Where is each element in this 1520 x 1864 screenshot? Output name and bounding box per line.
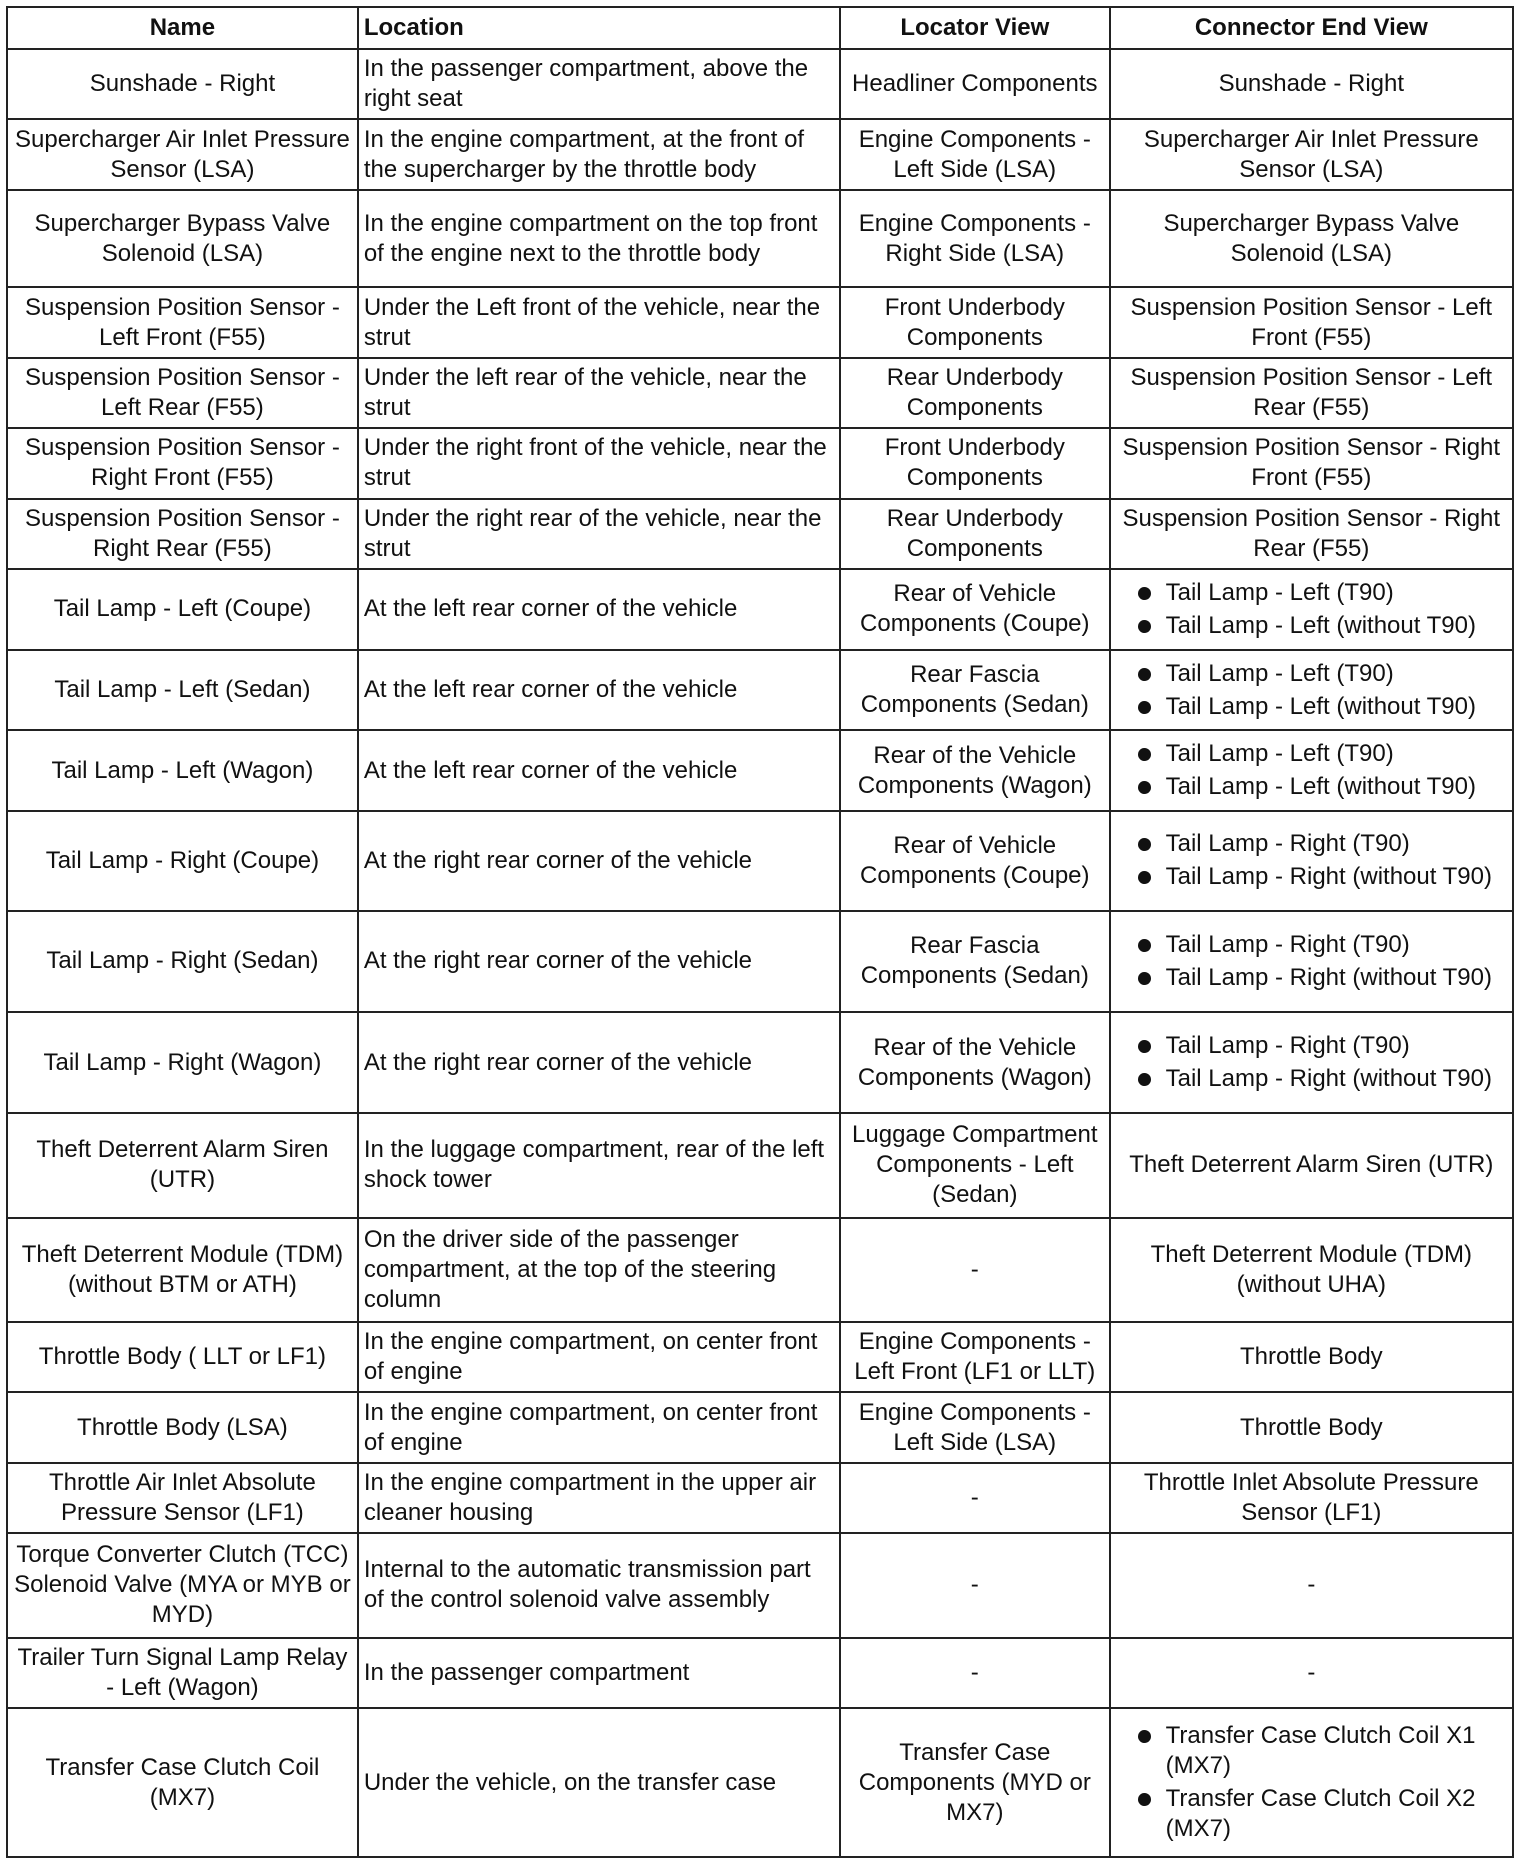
cell-location: Under the left rear of the vehicle, near the strut <box>358 358 840 428</box>
cell-location: In the engine compartment, on center front of engine <box>358 1322 840 1392</box>
cell-locator-view: Rear Fascia Components (Sedan) <box>840 911 1110 1012</box>
cell-name: Throttle Air Inlet Absolute Pressure Sensor (LF1) <box>7 1463 358 1533</box>
table-row <box>7 1218 1513 1322</box>
table-row <box>7 730 1513 811</box>
table-row <box>7 1463 1513 1533</box>
cell-connector-end-view: Theft Deterrent Module (TDM) (without UHA) <box>1110 1218 1513 1322</box>
connector-list-item: Tail Lamp - Left (without T90) <box>1116 772 1507 802</box>
table-row <box>7 1533 1513 1637</box>
connector-list <box>1116 829 1507 892</box>
cell-connector-end-view: Suspension Position Sensor - Left Front (F55) <box>1110 287 1513 357</box>
cell-name: Suspension Position Sensor - Left Front (F55) <box>7 287 358 357</box>
cell-locator-view: Engine Components - Left Side (LSA) <box>840 1392 1110 1462</box>
cell-connector-end-view: Suspension Position Sensor - Right Front (F55) <box>1110 428 1513 498</box>
cell-locator-view: Engine Components - Left Front (LF1 or LLT) <box>840 1322 1110 1392</box>
connector-list <box>1116 1721 1507 1844</box>
connector-list-item: Tail Lamp - Left (T90) <box>1116 578 1507 608</box>
header-row <box>7 7 1513 49</box>
cell-locator-view: Rear of Vehicle Components (Coupe) <box>840 811 1110 911</box>
cell-name: Throttle Body (LSA) <box>7 1392 358 1462</box>
cell-name: Suspension Position Sensor - Right Front (F55) <box>7 428 358 498</box>
cell-location: In the engine compartment on the top front of the engine next to the throttle body <box>358 190 840 288</box>
cell-connector-end-view: Throttle Body <box>1110 1322 1513 1392</box>
cell-connector-end-view <box>1110 1708 1513 1857</box>
cell-location: At the left rear corner of the vehicle <box>358 730 840 811</box>
cell-locator-view: Rear Underbody Components <box>840 358 1110 428</box>
connector-list-item: Tail Lamp - Right (without T90) <box>1116 862 1507 892</box>
table-row <box>7 49 1513 119</box>
table-row <box>7 119 1513 189</box>
cell-name: Tail Lamp - Left (Wagon) <box>7 730 358 811</box>
cell-location: Under the Left front of the vehicle, near the strut <box>358 287 840 357</box>
cell-connector-end-view: Supercharger Bypass Valve Solenoid (LSA) <box>1110 190 1513 288</box>
cell-name: Torque Converter Clutch (TCC) Solenoid Valve (MYA or MYB or MYD) <box>7 1533 358 1637</box>
cell-location: In the engine compartment in the upper air cleaner housing <box>358 1463 840 1533</box>
connector-list-item: Transfer Case Clutch Coil X1 (MX7) <box>1116 1721 1507 1781</box>
cell-location: In the passenger compartment <box>358 1638 840 1708</box>
cell-location: Under the right rear of the vehicle, near the strut <box>358 499 840 569</box>
table-row <box>7 1708 1513 1857</box>
cell-locator-view: - <box>840 1463 1110 1533</box>
table-row <box>7 811 1513 911</box>
table-row <box>7 911 1513 1012</box>
cell-locator-view: Rear of the Vehicle Components (Wagon) <box>840 730 1110 811</box>
cell-location: At the left rear corner of the vehicle <box>358 650 840 731</box>
cell-location: Internal to the automatic transmission part of the control solenoid valve assembly <box>358 1533 840 1637</box>
cell-name: Tail Lamp - Right (Wagon) <box>7 1012 358 1113</box>
table-row <box>7 1012 1513 1113</box>
cell-locator-view: Rear of the Vehicle Components (Wagon) <box>840 1012 1110 1113</box>
connector-list <box>1116 578 1507 641</box>
cell-locator-view: - <box>840 1218 1110 1322</box>
component-locator-table <box>6 6 1514 1858</box>
connector-list-item: Tail Lamp - Left (without T90) <box>1116 611 1507 641</box>
connector-list-item: Tail Lamp - Left (T90) <box>1116 739 1507 769</box>
cell-location: In the engine compartment, on center front of engine <box>358 1392 840 1462</box>
cell-locator-view: Front Underbody Components <box>840 287 1110 357</box>
cell-locator-view: - <box>840 1533 1110 1637</box>
connector-list-item: Tail Lamp - Right (T90) <box>1116 829 1507 859</box>
header-name: Name <box>7 7 358 49</box>
table-row <box>7 190 1513 288</box>
cell-connector-end-view: - <box>1110 1638 1513 1708</box>
cell-name: Throttle Body ( LLT or LF1) <box>7 1322 358 1392</box>
cell-name: Tail Lamp - Right (Sedan) <box>7 911 358 1012</box>
cell-locator-view: Front Underbody Components <box>840 428 1110 498</box>
cell-locator-view: Transfer Case Components (MYD or MX7) <box>840 1708 1110 1857</box>
cell-name: Tail Lamp - Left (Coupe) <box>7 569 358 650</box>
cell-connector-end-view: Supercharger Air Inlet Pressure Sensor (LSA) <box>1110 119 1513 189</box>
cell-connector-end-view <box>1110 811 1513 911</box>
cell-connector-end-view: Throttle Inlet Absolute Pressure Sensor (LF1) <box>1110 1463 1513 1533</box>
cell-location: At the right rear corner of the vehicle <box>358 1012 840 1113</box>
cell-connector-end-view <box>1110 730 1513 811</box>
table-row <box>7 650 1513 731</box>
table-row <box>7 287 1513 357</box>
cell-location: At the right rear corner of the vehicle <box>358 811 840 911</box>
connector-list-item: Tail Lamp - Right (without T90) <box>1116 1064 1507 1094</box>
table-row <box>7 1392 1513 1462</box>
cell-name: Supercharger Air Inlet Pressure Sensor (LSA) <box>7 119 358 189</box>
cell-locator-view: Engine Components - Left Side (LSA) <box>840 119 1110 189</box>
cell-connector-end-view <box>1110 1012 1513 1113</box>
cell-location: At the left rear corner of the vehicle <box>358 569 840 650</box>
table-row <box>7 1113 1513 1217</box>
cell-name: Sunshade - Right <box>7 49 358 119</box>
connector-list <box>1116 739 1507 802</box>
cell-name: Suspension Position Sensor - Left Rear (F55) <box>7 358 358 428</box>
table-row <box>7 1322 1513 1392</box>
cell-name: Tail Lamp - Right (Coupe) <box>7 811 358 911</box>
cell-location: On the driver side of the passenger compartment, at the top of the steering column <box>358 1218 840 1322</box>
cell-name: Theft Deterrent Alarm Siren (UTR) <box>7 1113 358 1217</box>
cell-locator-view: Headliner Components <box>840 49 1110 119</box>
cell-locator-view: Rear of Vehicle Components (Coupe) <box>840 569 1110 650</box>
cell-location: Under the right front of the vehicle, near the strut <box>358 428 840 498</box>
cell-location: In the passenger compartment, above the right seat <box>358 49 840 119</box>
cell-name: Suspension Position Sensor - Right Rear (F55) <box>7 499 358 569</box>
cell-connector-end-view: Sunshade - Right <box>1110 49 1513 119</box>
header-locator-view: Locator View <box>840 7 1110 49</box>
cell-connector-end-view: Suspension Position Sensor - Left Rear (F55) <box>1110 358 1513 428</box>
connector-list-item: Tail Lamp - Right (T90) <box>1116 930 1507 960</box>
cell-name: Transfer Case Clutch Coil (MX7) <box>7 1708 358 1857</box>
cell-locator-view: Rear Underbody Components <box>840 499 1110 569</box>
cell-connector-end-view <box>1110 911 1513 1012</box>
table-row <box>7 1638 1513 1708</box>
cell-connector-end-view: Suspension Position Sensor - Right Rear (F55) <box>1110 499 1513 569</box>
connector-list <box>1116 659 1507 722</box>
connector-list <box>1116 1031 1507 1094</box>
connector-list-item: Tail Lamp - Right (without T90) <box>1116 963 1507 993</box>
cell-locator-view: Luggage Compartment Components - Left (Sedan) <box>840 1113 1110 1217</box>
connector-list-item: Tail Lamp - Left (T90) <box>1116 659 1507 689</box>
cell-connector-end-view <box>1110 650 1513 731</box>
header-connector-end-view: Connector End View <box>1110 7 1513 49</box>
cell-locator-view: Engine Components - Right Side (LSA) <box>840 190 1110 288</box>
cell-connector-end-view: - <box>1110 1533 1513 1637</box>
table-row <box>7 358 1513 428</box>
cell-name: Theft Deterrent Module (TDM) (without BTM or ATH) <box>7 1218 358 1322</box>
cell-locator-view: - <box>840 1638 1110 1708</box>
table-row <box>7 569 1513 650</box>
connector-list-item: Tail Lamp - Left (without T90) <box>1116 692 1507 722</box>
header-location: Location <box>358 7 840 49</box>
table-row <box>7 499 1513 569</box>
connector-list-item: Tail Lamp - Right (T90) <box>1116 1031 1507 1061</box>
cell-location: In the luggage compartment, rear of the left shock tower <box>358 1113 840 1217</box>
cell-location: At the right rear corner of the vehicle <box>358 911 840 1012</box>
cell-location: In the engine compartment, at the front of the supercharger by the throttle body <box>358 119 840 189</box>
connector-list-item: Transfer Case Clutch Coil X2 (MX7) <box>1116 1784 1507 1844</box>
cell-connector-end-view <box>1110 569 1513 650</box>
cell-location: Under the vehicle, on the transfer case <box>358 1708 840 1857</box>
cell-name: Tail Lamp - Left (Sedan) <box>7 650 358 731</box>
table-row <box>7 428 1513 498</box>
cell-connector-end-view: Throttle Body <box>1110 1392 1513 1462</box>
connector-list <box>1116 930 1507 993</box>
cell-name: Trailer Turn Signal Lamp Relay - Left (Wagon) <box>7 1638 358 1708</box>
cell-locator-view: Rear Fascia Components (Sedan) <box>840 650 1110 731</box>
cell-name: Supercharger Bypass Valve Solenoid (LSA) <box>7 190 358 288</box>
cell-connector-end-view: Theft Deterrent Alarm Siren (UTR) <box>1110 1113 1513 1217</box>
